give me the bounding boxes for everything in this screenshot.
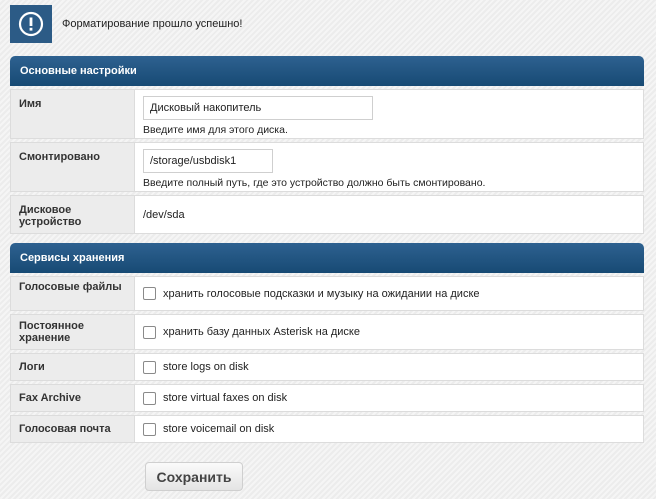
mounted-label: Смонтировано — [10, 142, 134, 192]
basic-settings-section — [10, 56, 644, 234]
name-help: Введите имя для этого диска. — [143, 124, 288, 136]
storage-label: Логи — [10, 353, 134, 381]
storage-option-text: store virtual faxes on disk — [163, 392, 288, 404]
mounted-row — [10, 142, 644, 192]
mounted-help: Введите полный путь, где это устройство должно быть смонтировано. — [143, 177, 486, 189]
storage-option-text: хранить базу данных Asterisk на диске — [163, 326, 360, 338]
storage-label: Голосовая почта — [10, 415, 134, 443]
storage-label: Fax Archive — [10, 384, 134, 412]
voice-files-checkbox[interactable] — [143, 287, 156, 300]
device-value: /dev/sda — [143, 208, 185, 221]
storage-row — [10, 384, 644, 412]
storage-row — [10, 276, 644, 311]
success-alert — [10, 5, 242, 43]
storage-services-section — [10, 243, 644, 443]
device-label: Дисковое устройство — [10, 195, 134, 234]
section-header: Основные настройки — [10, 56, 644, 86]
storage-label: Постоянное хранение — [10, 314, 134, 350]
storage-row — [10, 415, 644, 443]
name-row — [10, 89, 644, 139]
device-row — [10, 195, 644, 234]
storage-row — [10, 353, 644, 381]
mount-path-input[interactable] — [143, 149, 273, 173]
storage-option-text: хранить голосовые подсказки и музыку на ожидании на диске — [163, 287, 480, 300]
storage-label: Голосовые файлы — [10, 276, 134, 311]
storage-option-text: store voicemail on disk — [163, 423, 275, 435]
storage-option-text: store logs on disk — [163, 361, 249, 373]
save-button[interactable]: Сохранить — [145, 462, 243, 491]
persistent-storage-checkbox[interactable] — [143, 326, 156, 339]
alert-message: Форматирование прошло успешно! — [62, 18, 243, 30]
logs-checkbox[interactable] — [143, 361, 156, 374]
name-input[interactable] — [143, 96, 373, 120]
fax-archive-checkbox[interactable] — [143, 392, 156, 405]
voicemail-checkbox[interactable] — [143, 423, 156, 436]
storage-row — [10, 314, 644, 350]
name-label: Имя — [10, 89, 134, 139]
exclamation-circle-icon — [10, 5, 52, 43]
section-header: Сервисы хранения — [10, 243, 644, 273]
